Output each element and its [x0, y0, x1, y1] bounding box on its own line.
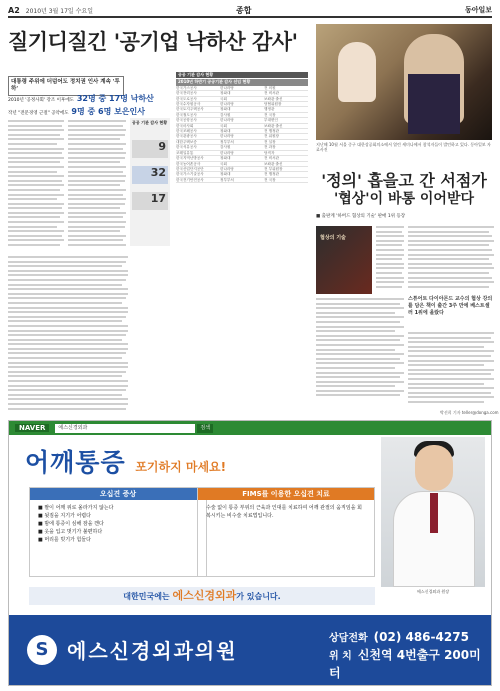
- table-cell: 청와대: [220, 172, 231, 177]
- table-cell: 국회: [220, 161, 227, 166]
- text-line: [408, 249, 492, 251]
- side-body-column-4: [408, 332, 494, 406]
- text-line: [376, 240, 404, 242]
- text-line: [8, 207, 62, 209]
- text-line: [8, 371, 126, 373]
- text-line: [408, 378, 494, 380]
- side-headline-line-2: '협상'이 바통 이어받다: [333, 191, 475, 207]
- text-line: [316, 303, 400, 305]
- table-cell: 한국도로공사: [176, 96, 197, 101]
- table-cell: 한국전기안전공사: [176, 177, 204, 182]
- text-line: [8, 403, 128, 405]
- table-cell: 한국전력공사: [176, 91, 197, 96]
- text-line: [68, 203, 125, 205]
- table-cell: 대한주택보증: [176, 139, 197, 144]
- side-body-column-1: [376, 226, 404, 290]
- text-line: [68, 216, 123, 218]
- table-cell: 한나라당: [220, 85, 234, 90]
- table-cell: 정부부처: [220, 177, 234, 182]
- text-line: [316, 307, 404, 309]
- table-cell: 전 국장: [264, 112, 276, 117]
- clinic-name: 에스신경외과의원: [67, 639, 238, 663]
- text-line: [8, 180, 62, 182]
- text-line: [8, 244, 60, 246]
- text-line: [8, 284, 122, 286]
- text-line: [8, 293, 128, 295]
- clinic-contact-banner: [9, 615, 491, 685]
- text-line: [376, 267, 404, 269]
- text-line: [8, 198, 57, 200]
- text-line: [68, 138, 120, 140]
- text-line: [8, 157, 64, 159]
- text-line: [316, 353, 404, 355]
- slogan-suffix: 가 있습니다.: [236, 592, 281, 601]
- text-line: [376, 272, 402, 274]
- symptoms-panel: [29, 487, 207, 577]
- text-line: [408, 267, 494, 269]
- text-line: [8, 265, 122, 267]
- symptom-item: ■ 밤에 통증이 심해 잠을 깬다: [38, 521, 104, 527]
- search-button: 검색: [197, 424, 213, 433]
- main-headline: 질기디질긴 '공기업 낙하산 감사': [8, 29, 298, 54]
- text-line: [8, 221, 64, 223]
- text-line: [8, 270, 128, 272]
- text-line: [8, 330, 128, 332]
- table-cell: 청와대: [220, 129, 231, 134]
- photo-caption: 지난해 10월 서울 중구 대한상공회의소에서 열린 세미나에서 참석자들이 발언하고 있다. 동아일보 자료사진: [316, 142, 491, 152]
- table-cell: 부대변인: [264, 118, 278, 123]
- text-line: [8, 120, 64, 122]
- text-line: [68, 157, 125, 159]
- chart-value: 32: [132, 166, 168, 184]
- table-cell: 한국가스기술공사: [176, 172, 204, 177]
- text-line: [68, 226, 125, 228]
- table-cell: 보좌관 출신: [264, 123, 283, 128]
- stat-line-2: [8, 106, 145, 117]
- table-cell: 행정관: [264, 107, 275, 112]
- text-line: [8, 129, 64, 131]
- text-line: [316, 316, 404, 318]
- text-line: [408, 387, 494, 389]
- search-brand: NAVER: [15, 424, 49, 432]
- table-cell: 한국철도공사: [176, 112, 197, 117]
- slogan-highlight: 에스신경외과: [172, 589, 237, 602]
- text-line: [8, 398, 128, 400]
- text-line: [68, 212, 126, 214]
- text-line: [316, 372, 404, 374]
- table-cell: 한국농어촌공사: [176, 161, 201, 166]
- text-line: [68, 129, 126, 131]
- table-cell: 당협위원장: [264, 102, 282, 107]
- stat-chart-box: [130, 118, 170, 246]
- symptom-item: ■ 머리를 빗기가 힘들다: [38, 537, 91, 543]
- text-line: [8, 352, 126, 354]
- table-cell: 전 의원: [264, 85, 276, 90]
- text-line: [8, 357, 122, 359]
- text-line: [408, 281, 494, 283]
- chart-title: 공공 기관 감사 현황: [132, 120, 168, 125]
- text-line: [8, 230, 64, 232]
- text-line: [316, 298, 404, 300]
- ad-slogan: [29, 587, 375, 605]
- treatment-title: FIMS를 이용한 오십견 치료: [198, 488, 374, 500]
- table-cell: 한나라당: [220, 134, 234, 139]
- text-line: [316, 326, 404, 328]
- table-cell: 한국가스공사: [176, 85, 197, 90]
- text-line: [68, 120, 126, 122]
- table-cell: 한국관광공사: [176, 134, 197, 139]
- body-column-2: [68, 120, 126, 249]
- text-line: [8, 362, 128, 364]
- text-line: [376, 226, 404, 228]
- text-line: [8, 334, 126, 336]
- text-line: [408, 350, 494, 352]
- text-line: [408, 373, 491, 375]
- table-cell: 전 비서관: [264, 91, 280, 96]
- clinic-info: [329, 629, 491, 682]
- location-label: 위 치: [329, 651, 352, 662]
- text-line: [408, 240, 494, 242]
- text-line: [316, 358, 400, 360]
- side-byline: ■ 출판계 '하버드 협상의 기술' 판매 1위 등장: [316, 214, 406, 219]
- text-line: [316, 394, 400, 396]
- doctor-caption: 에스신경외과 원장: [416, 589, 450, 594]
- text-line: [376, 258, 402, 260]
- text-line: [376, 249, 404, 251]
- text-line: [8, 297, 126, 299]
- text-line: [8, 138, 64, 140]
- text-line: [8, 184, 64, 186]
- text-line: [68, 198, 126, 200]
- symptom-item: ■ 옷을 입고 벗기가 불편하다: [38, 529, 103, 535]
- table-cell: 한나라당: [220, 102, 234, 107]
- table-cell: 한국토지주택공사: [176, 107, 204, 112]
- subhead-text: 대통령 주위에 더덤어도 정치권 인사 계속 '투하': [11, 79, 120, 92]
- text-line: [8, 194, 64, 196]
- book-title: 협상의 기술: [320, 235, 346, 241]
- body-column-1: [8, 120, 64, 249]
- table-cell: 당직자: [264, 150, 275, 155]
- table-cell: 청와대: [220, 156, 231, 161]
- text-line: [68, 184, 120, 186]
- search-query: 에스신경외과: [55, 424, 195, 433]
- text-line: [408, 254, 494, 256]
- text-line: [408, 337, 491, 339]
- symptoms-title: 오십견 증상: [30, 488, 206, 500]
- text-line: [8, 302, 122, 304]
- table-cell: 전 국장: [264, 177, 276, 182]
- text-line: [376, 277, 404, 279]
- table-cell: 전 비서관: [264, 156, 280, 161]
- text-line: [8, 134, 60, 136]
- book-cover-image: [316, 226, 372, 294]
- text-line: [8, 274, 128, 276]
- text-line: [376, 231, 402, 233]
- text-line: [68, 230, 120, 232]
- table-cell: 한국조폐공사: [176, 129, 197, 134]
- table-cell: 감사원: [220, 112, 231, 117]
- doctor-photo: [381, 437, 485, 587]
- table-cell: 전 실장: [264, 139, 276, 144]
- text-line: [316, 385, 395, 387]
- text-line: [8, 385, 128, 387]
- text-line: [68, 194, 123, 196]
- text-line: [376, 263, 404, 265]
- text-line: [408, 231, 489, 233]
- table-cell: 국회: [220, 96, 227, 101]
- text-line: [316, 367, 395, 369]
- text-line: [316, 335, 404, 337]
- text-line: [316, 321, 400, 323]
- text-line: [8, 152, 62, 154]
- text-line: [8, 394, 122, 396]
- slogan-prefix: 대한민국에는: [123, 592, 170, 601]
- text-line: [8, 239, 64, 241]
- text-line: [408, 341, 494, 343]
- clinic-advertisement: [8, 420, 492, 686]
- text-line: [68, 171, 123, 173]
- text-line: [408, 369, 494, 371]
- text-line: [8, 166, 64, 168]
- issue-date: 2010년 3월 17일 수요일: [25, 7, 93, 15]
- reporter-email: 박선희 기자 teller@donga.com: [440, 410, 499, 415]
- table-cell: 전 행정관: [264, 172, 280, 177]
- text-line: [8, 307, 128, 309]
- text-line: [316, 330, 395, 332]
- table-cell: 국회: [220, 123, 227, 128]
- table-cell: 보좌관 출신: [264, 96, 283, 101]
- chart-value: 17: [132, 192, 168, 210]
- text-line: [408, 263, 492, 265]
- text-line: [316, 381, 404, 383]
- text-line: [316, 349, 395, 351]
- text-line: [68, 207, 120, 209]
- text-line: [8, 348, 128, 350]
- text-line: [8, 226, 57, 228]
- table-cell: 전 행정관: [264, 129, 280, 134]
- text-line: [8, 125, 62, 127]
- text-line: [316, 312, 395, 314]
- text-line: [68, 244, 126, 246]
- text-line: [316, 362, 404, 364]
- text-line: [376, 244, 402, 246]
- phone-number: (02) 486-4275: [373, 630, 469, 644]
- table-cell: 코레일유통: [176, 150, 194, 155]
- table-cell: 한국산업단지공단: [176, 166, 204, 171]
- text-line: [8, 375, 122, 377]
- ad-title: [25, 443, 226, 479]
- text-line: [376, 286, 402, 288]
- table-cell: 한국마사회: [176, 123, 194, 128]
- text-line: [408, 346, 484, 348]
- table-cell: 한국석유공사: [176, 145, 197, 150]
- text-line: [408, 383, 484, 385]
- text-line: [68, 180, 125, 182]
- text-line: [68, 239, 123, 241]
- text-line: [8, 408, 126, 410]
- text-line: [68, 189, 126, 191]
- text-line: [68, 152, 126, 154]
- pull-quote: 스튜어트 다이아몬드 교수의 협상 강의를 담은 책이 출간 3주 만에 베스트셀러 1위에 올랐다: [408, 296, 493, 316]
- text-line: [8, 325, 128, 327]
- text-line: [68, 161, 120, 163]
- table-cell: 한국지역난방공사: [176, 156, 204, 161]
- table-cell: 한나라당: [220, 118, 234, 123]
- text-line: [68, 125, 123, 127]
- text-line: [68, 166, 126, 168]
- text-line: [376, 235, 404, 237]
- table-cell: 한나라당: [220, 166, 234, 171]
- text-line: [408, 360, 494, 362]
- table-cell: 청와대: [220, 107, 231, 112]
- newspaper-brand: 동아일보: [464, 6, 492, 14]
- phone-label: 상담전화: [329, 633, 368, 644]
- table-cell: 전 위원장: [264, 134, 280, 139]
- chart-value: 9: [132, 140, 168, 158]
- appointments-table: [176, 72, 308, 183]
- text-line: [8, 279, 126, 281]
- symptom-item: ■ 팔이 어깨 위로 올라가지 않는다: [38, 505, 114, 511]
- text-line: [408, 277, 492, 279]
- stat-line-2-prefix: 작년 "전문경영 근절" 공약에도: [8, 111, 69, 116]
- text-line: [408, 355, 491, 357]
- search-bar-graphic: [9, 421, 491, 435]
- text-line: [8, 148, 64, 150]
- text-line: [8, 212, 64, 214]
- table-cell: 전 부위원장: [264, 166, 283, 171]
- side-headline-line-1: '정의' 흡을고 간 서점가: [321, 171, 487, 190]
- masthead: [8, 4, 492, 18]
- treatment-text: 수술 없이 통증 부위의 근육과 인대를 치료하여 어깨 관절의 움직임을 회복시키는 비수술 치료법입니다.: [206, 505, 362, 519]
- text-line: [376, 281, 404, 283]
- text-line: [8, 380, 128, 382]
- table-cell: 감사원: [220, 145, 231, 150]
- text-line: [8, 343, 128, 345]
- text-line: [8, 171, 57, 173]
- text-line: [408, 272, 489, 274]
- table-subheader: 2010년 하반기 공공기관 감사 선임 현황: [176, 79, 308, 85]
- table-cell: 한국수자원공사: [176, 102, 201, 107]
- section-label: 종합: [236, 5, 252, 15]
- text-line: [316, 344, 404, 346]
- text-line: [68, 143, 126, 145]
- text-line: [408, 401, 484, 403]
- side-body-column-3: [408, 226, 494, 290]
- text-line: [8, 216, 60, 218]
- text-line: [8, 261, 126, 263]
- text-line: [68, 134, 125, 136]
- text-line: [408, 226, 494, 228]
- text-line: [8, 339, 122, 341]
- text-line: [316, 390, 404, 392]
- text-line: [8, 316, 126, 318]
- text-line: [408, 286, 489, 288]
- text-line: [8, 189, 60, 191]
- text-line: [408, 392, 491, 394]
- stat-line-2-value: 9명 중 6명 보은인사: [71, 107, 145, 116]
- body-column-3: [8, 256, 128, 412]
- text-line: [68, 221, 126, 223]
- location-text: 신천역 4번출구 200미터: [329, 648, 481, 680]
- text-line: [408, 244, 489, 246]
- symptom-item: ■ 뒷짐을 지기가 어렵다: [38, 513, 91, 519]
- text-line: [408, 332, 494, 334]
- clinic-logo: S: [27, 635, 57, 665]
- text-line: [8, 203, 64, 205]
- text-line: [68, 175, 126, 177]
- text-line: [8, 320, 122, 322]
- text-line: [8, 175, 64, 177]
- stat-line-1-value: 32명 중 17명 낙하산: [76, 94, 154, 103]
- text-line: [408, 235, 492, 237]
- side-body-column-2: [316, 298, 404, 399]
- text-line: [8, 389, 126, 391]
- text-line: [8, 143, 57, 145]
- table-row: [176, 178, 308, 183]
- text-line: [316, 339, 400, 341]
- treatment-panel: [197, 487, 375, 577]
- text-line: [376, 254, 404, 256]
- table-cell: 정부부처: [220, 139, 234, 144]
- stat-line-1: [8, 93, 154, 104]
- text-line: [68, 148, 123, 150]
- text-line: [316, 376, 400, 378]
- text-line: [8, 311, 128, 313]
- text-line: [8, 161, 60, 163]
- table-cell: 전 과장: [264, 145, 276, 150]
- stat-line-1-prefix: 2010년 '공정사회' 강조 이후에도: [8, 98, 75, 103]
- news-photo: [316, 24, 492, 140]
- table-cell: 청와대: [220, 91, 231, 96]
- table-header: 공공 기관 감사 현황: [176, 72, 308, 78]
- text-line: [408, 364, 484, 366]
- text-line: [408, 396, 494, 398]
- text-line: [8, 288, 128, 290]
- ad-title-main: 어깨통증: [25, 448, 126, 477]
- ad-tagline: 포기하지 마세요!: [135, 460, 227, 474]
- page-number: A2: [8, 5, 20, 15]
- table-cell: 한국공항공사: [176, 118, 197, 123]
- table-cell: 한나라당: [220, 150, 234, 155]
- table-cell: 보좌관 출신: [264, 161, 283, 166]
- text-line: [8, 366, 128, 368]
- text-line: [8, 235, 62, 237]
- text-line: [408, 258, 489, 260]
- text-line: [68, 235, 126, 237]
- side-headline: [316, 172, 492, 208]
- text-line: [8, 256, 128, 258]
